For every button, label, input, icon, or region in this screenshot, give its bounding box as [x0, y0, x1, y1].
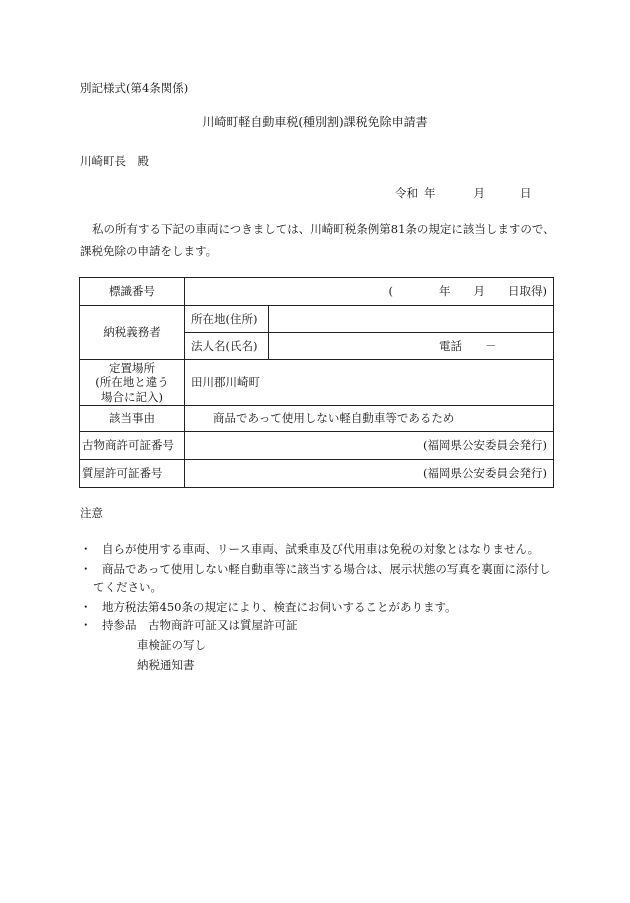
note-bullet: ・: [80, 618, 92, 632]
document-title: 川崎町軽自動車税(種別割)課税免除申請書: [202, 115, 428, 129]
plate-number-field[interactable]: ( 年 月 日取得): [185, 278, 554, 306]
form-label: 別記様式(第4条関係): [80, 81, 189, 95]
row-reason: [80, 406, 554, 432]
row-antique-permit: [80, 432, 554, 460]
address-label: 所在地(住所): [185, 306, 269, 333]
date-year: 年: [424, 186, 436, 200]
note-text: 商品であって使用しない軽自動車等に該当する場合は、展示状態の写真を裏面に添付し: [102, 562, 551, 576]
name-field[interactable]: [269, 333, 554, 360]
note-bullet: ・: [80, 600, 92, 614]
note-bullet: ・: [80, 562, 92, 576]
intro-line-1: 私の所有する下記の車両につきましては、川崎町税条例第81条の規定に該当しますので、: [92, 222, 555, 236]
intro-line-2: 課税免除の申請をします。: [80, 244, 218, 258]
reason-field: 商品であって使用しない軽自動車等であるため: [185, 406, 554, 432]
note-item-2: [80, 561, 550, 577]
pawn-permit-label: 質屋許可証番号: [80, 460, 185, 488]
location-label-line-2: (所在地と違う: [95, 375, 169, 390]
row-pawn-permit: [80, 460, 554, 488]
note-item-3: [80, 599, 457, 615]
note-text: 地方税法第450条の規定により、検査にお伺いすることがあります。: [102, 600, 457, 614]
pawn-permit-field[interactable]: (福岡県公安委員会発行): [185, 460, 554, 488]
addressee: 川崎町長 殿: [80, 154, 149, 168]
location-label-line-1: 定置場所: [109, 360, 155, 375]
note-bullet: ・: [80, 542, 92, 556]
name-label: 法人名(氏名): [185, 333, 269, 360]
taxpayer-label: 納税義務者: [80, 306, 185, 360]
application-table: [79, 277, 554, 488]
note-item-4: [80, 617, 298, 633]
reason-label: 該当事由: [80, 406, 185, 432]
antique-permit-field[interactable]: (福岡県公安委員会発行): [185, 432, 554, 460]
phone-label: 電話 －: [439, 338, 497, 353]
location-field[interactable]: 田川郡川崎町: [185, 360, 554, 406]
note-item-1: [80, 541, 539, 557]
note-text: 持参品 古物商許可証又は質屋許可証: [102, 618, 298, 632]
note-text: 自らが使用する車両、リース車両、試乗車及び代用車は免税の対象とはなりません。: [102, 542, 540, 556]
row-plate: [80, 278, 554, 306]
antique-permit-label: 古物商許可証番号: [80, 432, 185, 460]
date-era: 令和: [395, 186, 418, 200]
date-line: [395, 185, 532, 201]
note-item-4-continued-1: 車検証の写し: [137, 638, 206, 652]
address-field[interactable]: [269, 306, 554, 333]
row-location: [80, 360, 554, 406]
note-item-2-continued: てください。: [93, 580, 162, 594]
location-label: [80, 360, 185, 406]
date-day: 日: [520, 186, 532, 200]
location-label-line-3: 場合に記入): [101, 389, 163, 404]
plate-label: 標識番号: [80, 278, 185, 306]
notes-heading: 注意: [80, 506, 103, 520]
note-item-4-continued-2: 納税通知書: [137, 658, 195, 672]
date-month: 月: [473, 186, 485, 200]
row-address: [80, 306, 554, 333]
